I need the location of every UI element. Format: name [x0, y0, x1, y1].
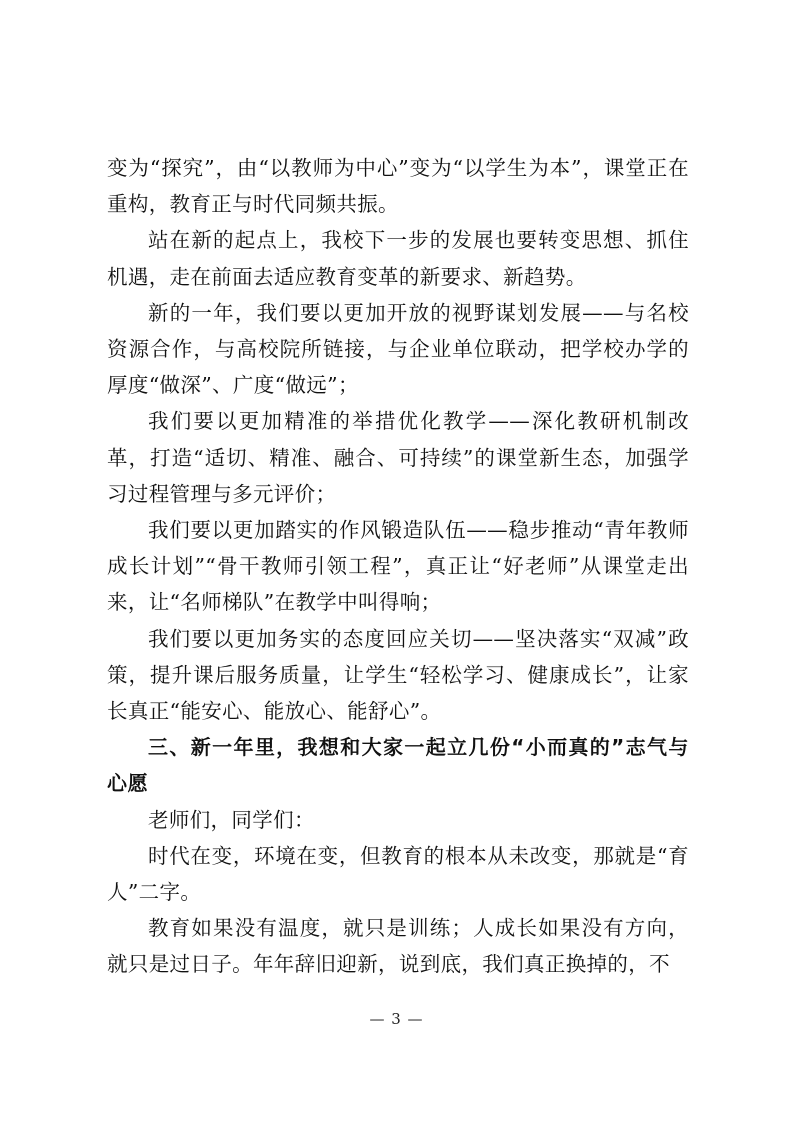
section-heading: 三、新一年里，我想和大家一起立几份“小而真的”志气与心愿	[107, 735, 689, 796]
paragraph: 我们要以更加务实的态度回应关切——坚决落实“双减”政策，提升课后服务质量，让学生“轻松学习、健康成长”，让家长真正“能安心、能放心、能舒心”。	[107, 626, 689, 724]
paragraph-continued: 变为“探究”，由“以教师为中心”变为“以学生为本”，课堂正在重构，教育正与时代同频共振。	[107, 156, 689, 217]
paragraph: 我们要以更加精准的举措优化教学——深化教研机制改革，打造“适切、精准、融合、可持续”的课堂新生态，加强学习过程管理与多元评价；	[107, 409, 689, 506]
paragraph: 老师们，同学们：	[148, 807, 315, 832]
paragraph: 时代在变，环境在变，但教育的根本从未改变，那就是“育人”二字。	[107, 843, 689, 905]
paragraph: 站在新的起点上，我校下一步的发展也要转变思想、抓住机遇，走在前面去适应教育变革的新要求、新趋势。	[107, 228, 689, 289]
paragraph: 我们要以更加踏实的作风锻造队伍——稳步推动“青年教师成长计划”“骨干教师引领工程”，真正让“好老师”从课堂走出来，让“名师梯队”在教学中叫得响；	[107, 518, 689, 615]
paragraph: 新的一年，我们要以更加开放的视野谋划发展——与名校资源合作，与高校院所链接，与企业单位联动，把学校办学的厚度“做深”、广度“做远”；	[107, 300, 689, 398]
paragraph: 教育如果没有温度，就只是训练；人成长如果没有方向，就只是过日子。年年辞旧迎新，说到底，我们真正换掉的，不	[107, 916, 689, 977]
document-body	[107, 150, 689, 983]
page-number: — 3 —	[369, 1010, 424, 1028]
